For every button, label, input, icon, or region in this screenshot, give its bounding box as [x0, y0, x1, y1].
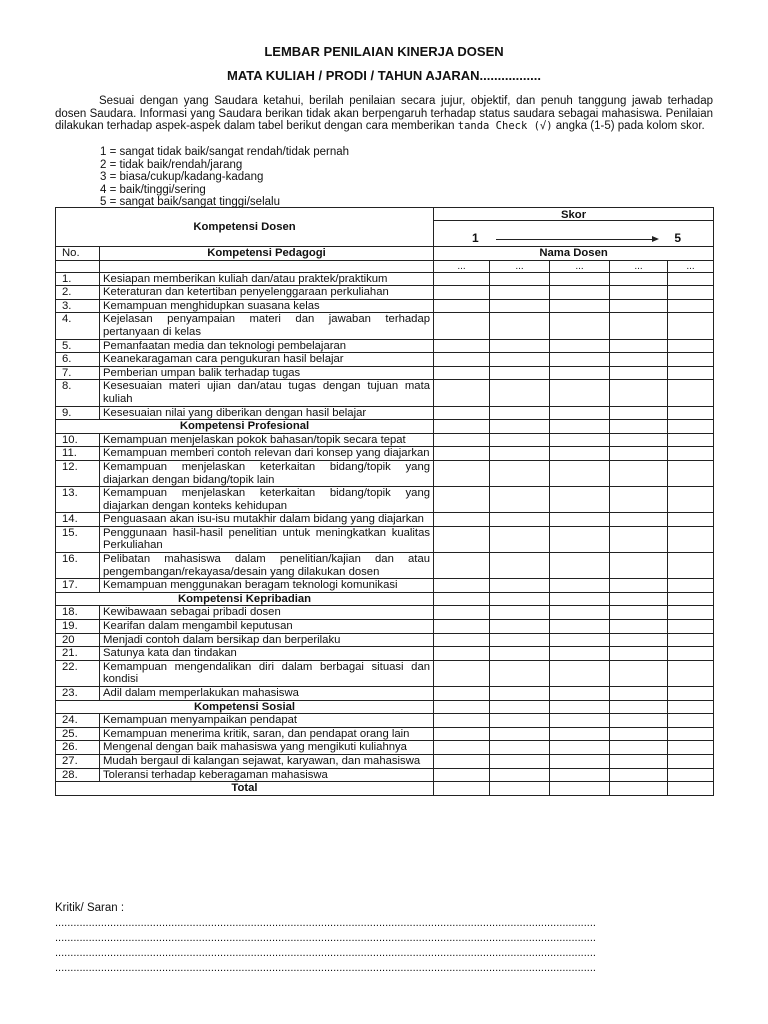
score-cell[interactable] [434, 420, 490, 434]
score-cell[interactable] [668, 553, 714, 579]
table-header-row [56, 208, 714, 247]
score-cell[interactable] [490, 272, 550, 286]
item-number: 5. [56, 339, 100, 353]
score-cell[interactable] [610, 299, 668, 313]
section-row [56, 420, 714, 434]
item-number: 12. [56, 460, 100, 486]
score-cell[interactable] [610, 447, 668, 461]
score-cell[interactable] [610, 620, 668, 634]
score-cell[interactable] [668, 620, 714, 634]
score-cell[interactable] [668, 579, 714, 593]
score-cell[interactable] [490, 313, 550, 339]
score-cell[interactable] [550, 526, 610, 552]
item-text: Kesesuaian nilai yang diberikan dengan hasil belajar [100, 406, 434, 420]
score-cell[interactable] [610, 380, 668, 406]
item-text: Kesiapan memberikan kuliah dan/atau praktek/praktikum [100, 272, 434, 286]
score-cell[interactable] [550, 272, 610, 286]
table-row [56, 687, 714, 701]
skor-high-label: 5 [674, 231, 682, 245]
score-cell[interactable] [550, 299, 610, 313]
score-cell[interactable] [610, 420, 668, 434]
score-cell[interactable] [668, 433, 714, 447]
item-number: 23. [56, 687, 100, 701]
item-text: Kemampuan menjelaskan keterkaitan bidang/topik yang diajarkan dengan konteks kehidupan [100, 487, 434, 513]
score-cell[interactable] [550, 768, 610, 782]
score-cell[interactable] [434, 768, 490, 782]
item-number: 25. [56, 727, 100, 741]
score-cell[interactable] [550, 647, 610, 661]
score-cell[interactable] [434, 741, 490, 755]
score-cell[interactable] [668, 714, 714, 728]
section-row [56, 592, 714, 606]
item-number: 2. [56, 286, 100, 300]
item-number: 16. [56, 553, 100, 579]
item-number: 20 [56, 633, 100, 647]
score-cell[interactable] [610, 406, 668, 420]
score-cell[interactable] [434, 526, 490, 552]
kompetensi-header: Kompetensi Dosen [56, 208, 434, 247]
item-text: Kemampuan menyampaikan pendapat [100, 714, 434, 728]
score-cell[interactable] [550, 447, 610, 461]
score-cell[interactable] [610, 606, 668, 620]
item-number: 3. [56, 299, 100, 313]
score-cell[interactable] [434, 700, 490, 714]
column-header-row [56, 247, 714, 261]
score-cell[interactable] [668, 487, 714, 513]
score-cell[interactable] [668, 353, 714, 367]
score-cell[interactable] [610, 687, 668, 701]
item-text: Toleransi terhadap keberagaman mahasiswa [100, 768, 434, 782]
score-cell[interactable] [490, 299, 550, 313]
item-text: Pemanfaatan media dan teknologi pembelajaran [100, 339, 434, 353]
score-cell[interactable] [668, 299, 714, 313]
score-cell[interactable] [668, 286, 714, 300]
item-text: Mengenal dengan baik mahasiswa yang mengikuti kuliahnya [100, 741, 434, 755]
item-text: Keanekaragaman cara pengukuran hasil belajar [100, 353, 434, 367]
table-row [56, 313, 714, 339]
scale-item: 5 = sangat baik/sangat tinggi/selalu [100, 196, 280, 209]
dosen-name-row [56, 260, 714, 272]
score-cell[interactable] [434, 447, 490, 461]
score-cell[interactable] [550, 592, 610, 606]
score-cell[interactable] [490, 660, 550, 686]
item-number: 4. [56, 313, 100, 339]
item-text: Keteraturan dan ketertiban penyelenggaraan perkuliahan [100, 286, 434, 300]
item-number: 14. [56, 513, 100, 527]
dosen-name-cell[interactable]: ... [668, 260, 714, 272]
score-cell[interactable] [490, 460, 550, 486]
table-row [56, 647, 714, 661]
score-cell[interactable] [610, 647, 668, 661]
score-cell[interactable] [610, 433, 668, 447]
dosen-name-cell[interactable]: ... [610, 260, 668, 272]
score-cell[interactable] [610, 513, 668, 527]
score-cell[interactable] [550, 700, 610, 714]
item-number: 28. [56, 768, 100, 782]
item-number: 17. [56, 579, 100, 593]
score-cell[interactable] [668, 406, 714, 420]
score-cell[interactable] [490, 380, 550, 406]
score-cell[interactable] [434, 380, 490, 406]
table-row [56, 286, 714, 300]
score-cell[interactable] [550, 406, 610, 420]
item-number: 24. [56, 714, 100, 728]
score-cell[interactable] [550, 741, 610, 755]
score-cell[interactable] [610, 592, 668, 606]
item-text: Kewibawaan sebagai pribadi dosen [100, 606, 434, 620]
score-cell[interactable] [434, 366, 490, 380]
item-text: Kearifan dalam mengambil keputusan [100, 620, 434, 634]
score-cell[interactable] [550, 286, 610, 300]
score-cell[interactable] [668, 647, 714, 661]
score-cell[interactable] [610, 487, 668, 513]
score-cell[interactable] [550, 754, 610, 768]
table-row [56, 272, 714, 286]
scale-item: 4 = baik/tinggi/sering [100, 183, 206, 196]
section-title: Kompetensi Pedagogi [100, 247, 434, 261]
item-text: Pelibatan mahasiswa dalam penelitian/kajian dan atau pengembangan/rekayasa/desain yang dilakukan dosen [100, 553, 434, 579]
score-cell[interactable] [610, 460, 668, 486]
evaluation-table [55, 207, 714, 796]
score-cell[interactable] [550, 313, 610, 339]
instructions [55, 95, 713, 133]
score-cell[interactable] [434, 579, 490, 593]
section-row [56, 700, 714, 714]
score-cell[interactable] [434, 339, 490, 353]
score-cell[interactable] [668, 339, 714, 353]
item-text: Kemampuan menjelaskan pokok bahasan/topik secara tepat [100, 433, 434, 447]
score-cell[interactable] [550, 660, 610, 686]
score-cell[interactable] [490, 754, 550, 768]
item-number: 22. [56, 660, 100, 686]
item-number: 18. [56, 606, 100, 620]
kritik-line[interactable]: ................................................................................................................................................................................. [55, 947, 596, 959]
score-cell[interactable] [610, 727, 668, 741]
instructions-text-end: angka (1-5) pada kolom skor. [552, 120, 705, 133]
score-cell[interactable] [434, 353, 490, 367]
section-title: Kompetensi Profesional [56, 420, 434, 434]
score-scale-legend [100, 146, 349, 209]
score-cell[interactable] [550, 633, 610, 647]
score-cell[interactable] [434, 553, 490, 579]
total-row [56, 782, 714, 796]
dosen-name-cell[interactable]: ... [434, 260, 490, 272]
item-number: 7. [56, 366, 100, 380]
score-cell[interactable] [610, 553, 668, 579]
table-row [56, 579, 714, 593]
table-row [56, 353, 714, 367]
score-cell[interactable] [490, 782, 550, 796]
item-number: 8. [56, 380, 100, 406]
item-text: Satunya kata dan tindakan [100, 647, 434, 661]
score-cell[interactable] [668, 447, 714, 461]
score-cell[interactable] [490, 286, 550, 300]
score-cell[interactable] [550, 606, 610, 620]
item-text: Adil dalam memperlakukan mahasiswa [100, 687, 434, 701]
score-cell[interactable] [610, 741, 668, 755]
skor-low-label: 1 [472, 231, 479, 245]
score-cell[interactable] [490, 526, 550, 552]
kritik-line[interactable]: ................................................................................................................................................................................. [55, 917, 596, 929]
score-cell[interactable] [610, 366, 668, 380]
score-cell[interactable] [610, 353, 668, 367]
score-cell[interactable] [490, 579, 550, 593]
section-title: Kompetensi Sosial [56, 700, 434, 714]
score-cell[interactable] [550, 433, 610, 447]
table-row [56, 714, 714, 728]
score-cell[interactable] [550, 727, 610, 741]
score-cell[interactable] [610, 768, 668, 782]
score-cell[interactable] [610, 633, 668, 647]
instructions-text: Sesuai dengan yang Saudara ketahui, berilah penilaian secara jujur, objektif, dan penuh tanggung jawab terhadap dosen Saudara. Informasi yang Saudara berikan tidak akan berpengaruh terhadap status saudara sebagai mahasiswa. Penilaian dilakukan terhadap aspek-aspek dalam tabel berikut dengan cara memberikan [55, 95, 713, 133]
item-text: Kemampuan mengendalikan diri dalam berbagai situasi dan kondisi [100, 660, 434, 686]
score-cell[interactable] [434, 313, 490, 339]
score-cell[interactable] [610, 782, 668, 796]
kritik-line[interactable]: ................................................................................................................................................................................. [55, 962, 596, 974]
score-cell[interactable] [550, 714, 610, 728]
score-cell[interactable] [550, 353, 610, 367]
score-cell[interactable] [668, 592, 714, 606]
arrow-right-icon [496, 239, 657, 240]
score-cell[interactable] [490, 768, 550, 782]
table-row [56, 741, 714, 755]
table-row [56, 606, 714, 620]
dosen-name-cell[interactable]: ... [490, 260, 550, 272]
score-cell[interactable] [668, 727, 714, 741]
score-cell[interactable] [668, 741, 714, 755]
score-cell[interactable] [434, 620, 490, 634]
nama-dosen-header: Nama Dosen [434, 247, 714, 261]
score-cell[interactable] [668, 660, 714, 686]
item-text: Pemberian umpan balik terhadap tugas [100, 366, 434, 380]
table-row [56, 513, 714, 527]
item-text: Kemampuan menjelaskan keterkaitan bidang/topik yang diajarkan dengan bidang/topik lain [100, 460, 434, 486]
score-cell[interactable] [490, 513, 550, 527]
score-cell[interactable] [434, 592, 490, 606]
score-cell[interactable] [490, 420, 550, 434]
table-row [56, 380, 714, 406]
score-cell[interactable] [550, 380, 610, 406]
score-cell[interactable] [550, 782, 610, 796]
score-cell[interactable] [490, 353, 550, 367]
score-cell[interactable] [490, 433, 550, 447]
item-number: 19. [56, 620, 100, 634]
table-row [56, 633, 714, 647]
score-cell[interactable] [434, 286, 490, 300]
score-cell[interactable] [668, 380, 714, 406]
table-row [56, 553, 714, 579]
score-cell[interactable] [668, 633, 714, 647]
table-row [56, 620, 714, 634]
score-cell[interactable] [434, 714, 490, 728]
score-cell[interactable] [490, 700, 550, 714]
total-label: Total [56, 782, 434, 796]
score-cell[interactable] [668, 606, 714, 620]
score-cell[interactable] [668, 513, 714, 527]
scale-item: 3 = biasa/cukup/kadang-kadang [100, 171, 264, 184]
score-cell[interactable] [434, 633, 490, 647]
score-cell[interactable] [610, 526, 668, 552]
score-cell[interactable] [490, 606, 550, 620]
score-cell[interactable] [668, 420, 714, 434]
score-cell[interactable] [550, 339, 610, 353]
item-text: Kemampuan menggunakan beragam teknologi komunikasi [100, 579, 434, 593]
score-cell[interactable] [550, 420, 610, 434]
score-cell[interactable] [610, 339, 668, 353]
table-row [56, 339, 714, 353]
score-cell[interactable] [490, 714, 550, 728]
item-text: Kemampuan menerima kritik, saran, dan pendapat orang lain [100, 727, 434, 741]
score-cell[interactable] [490, 339, 550, 353]
score-cell[interactable] [610, 286, 668, 300]
score-cell[interactable] [668, 768, 714, 782]
score-cell[interactable] [490, 487, 550, 513]
table-row [56, 299, 714, 313]
score-cell[interactable] [668, 782, 714, 796]
table-row [56, 754, 714, 768]
score-cell[interactable] [490, 633, 550, 647]
score-cell[interactable] [434, 647, 490, 661]
score-cell[interactable] [668, 526, 714, 552]
table-row [56, 487, 714, 513]
section-title: Kompetensi Kepribadian [56, 592, 434, 606]
score-cell[interactable] [668, 272, 714, 286]
score-cell[interactable] [610, 714, 668, 728]
score-cell[interactable] [434, 754, 490, 768]
score-cell[interactable] [434, 727, 490, 741]
score-cell[interactable] [668, 700, 714, 714]
score-cell[interactable] [550, 513, 610, 527]
score-cell[interactable] [490, 366, 550, 380]
item-text: Penguasaan akan isu-isu mutakhir dalam bidang yang diajarkan [100, 513, 434, 527]
table-row [56, 768, 714, 782]
score-cell[interactable] [434, 433, 490, 447]
score-cell[interactable] [434, 299, 490, 313]
scale-item: 2 = tidak baik/rendah/jarang [100, 158, 243, 171]
item-number: 21. [56, 647, 100, 661]
score-cell[interactable] [490, 553, 550, 579]
item-number: 15. [56, 526, 100, 552]
skor-header [434, 208, 714, 247]
score-cell[interactable] [668, 687, 714, 701]
score-cell[interactable] [434, 406, 490, 420]
score-cell[interactable] [434, 660, 490, 686]
item-number: 11. [56, 447, 100, 461]
score-cell[interactable] [668, 366, 714, 380]
item-number: 27. [56, 754, 100, 768]
item-number: 26. [56, 741, 100, 755]
score-cell[interactable] [490, 592, 550, 606]
score-cell[interactable] [668, 460, 714, 486]
table-row [56, 727, 714, 741]
item-text: Menjadi contoh dalam bersikap dan berperilaku [100, 633, 434, 647]
kritik-line[interactable]: ................................................................................................................................................................................. [55, 932, 596, 944]
score-cell[interactable] [550, 460, 610, 486]
blank-cell [56, 260, 100, 272]
score-cell[interactable] [550, 579, 610, 593]
score-cell[interactable] [610, 313, 668, 339]
kritik-saran-label: Kritik/ Saran : [55, 902, 125, 914]
score-cell[interactable] [434, 782, 490, 796]
score-cell[interactable] [490, 406, 550, 420]
blank-cell [100, 260, 434, 272]
item-number: 13. [56, 487, 100, 513]
score-cell[interactable] [550, 487, 610, 513]
item-text: Kemampuan memberi contoh relevan dari konsep yang diajarkan [100, 447, 434, 461]
table-row [56, 406, 714, 420]
score-cell[interactable] [490, 727, 550, 741]
score-cell[interactable] [490, 620, 550, 634]
table-row [56, 526, 714, 552]
score-cell[interactable] [610, 754, 668, 768]
item-text: Mudah bergaul di kalangan sejawat, karyawan, dan mahasiswa [100, 754, 434, 768]
score-cell[interactable] [490, 447, 550, 461]
scale-item: 1 = sangat tidak baik/sangat rendah/tidak pernah [100, 146, 350, 158]
score-cell[interactable] [490, 687, 550, 701]
page-subtitle: MATA KULIAH / PRODI / TAHUN AJARAN................. [227, 68, 541, 83]
score-cell[interactable] [610, 579, 668, 593]
score-cell[interactable] [434, 272, 490, 286]
score-cell[interactable] [490, 647, 550, 661]
item-text: Kejelasan penyampaian materi dan jawaban terhadap pertanyaan di kelas [100, 313, 434, 339]
item-number: 6. [56, 353, 100, 367]
score-cell[interactable] [550, 687, 610, 701]
score-cell[interactable] [610, 660, 668, 686]
score-cell[interactable] [550, 620, 610, 634]
score-cell[interactable] [668, 313, 714, 339]
table-row [56, 447, 714, 461]
item-text: Kesesuaian materi ujian dan/atau tugas dengan tujuan mata kuliah [100, 380, 434, 406]
table-row [56, 366, 714, 380]
score-cell[interactable] [434, 687, 490, 701]
score-cell[interactable] [610, 272, 668, 286]
item-text: Penggunaan hasil-hasil penelitian untuk meningkatkan kualitas Perkuliahan [100, 526, 434, 552]
table-row [56, 460, 714, 486]
dosen-name-cell[interactable]: ... [550, 260, 610, 272]
score-cell[interactable] [490, 741, 550, 755]
score-cell[interactable] [550, 366, 610, 380]
item-number: 1. [56, 272, 100, 286]
score-cell[interactable] [550, 553, 610, 579]
skor-label: Skor [560, 209, 587, 221]
no-header: No. [56, 247, 100, 261]
item-number: 9. [56, 406, 100, 420]
score-cell[interactable] [434, 513, 490, 527]
score-cell[interactable] [434, 460, 490, 486]
score-cell[interactable] [434, 487, 490, 513]
page-title: LEMBAR PENILAIAN KINERJA DOSEN [264, 44, 504, 59]
check-phrase: tanda Check (√) [457, 120, 553, 133]
score-cell[interactable] [610, 700, 668, 714]
item-text: Kemampuan menghidupkan suasana kelas [100, 299, 434, 313]
score-cell[interactable] [434, 606, 490, 620]
table-row [56, 660, 714, 686]
table-row [56, 433, 714, 447]
item-number: 10. [56, 433, 100, 447]
score-cell[interactable] [668, 754, 714, 768]
